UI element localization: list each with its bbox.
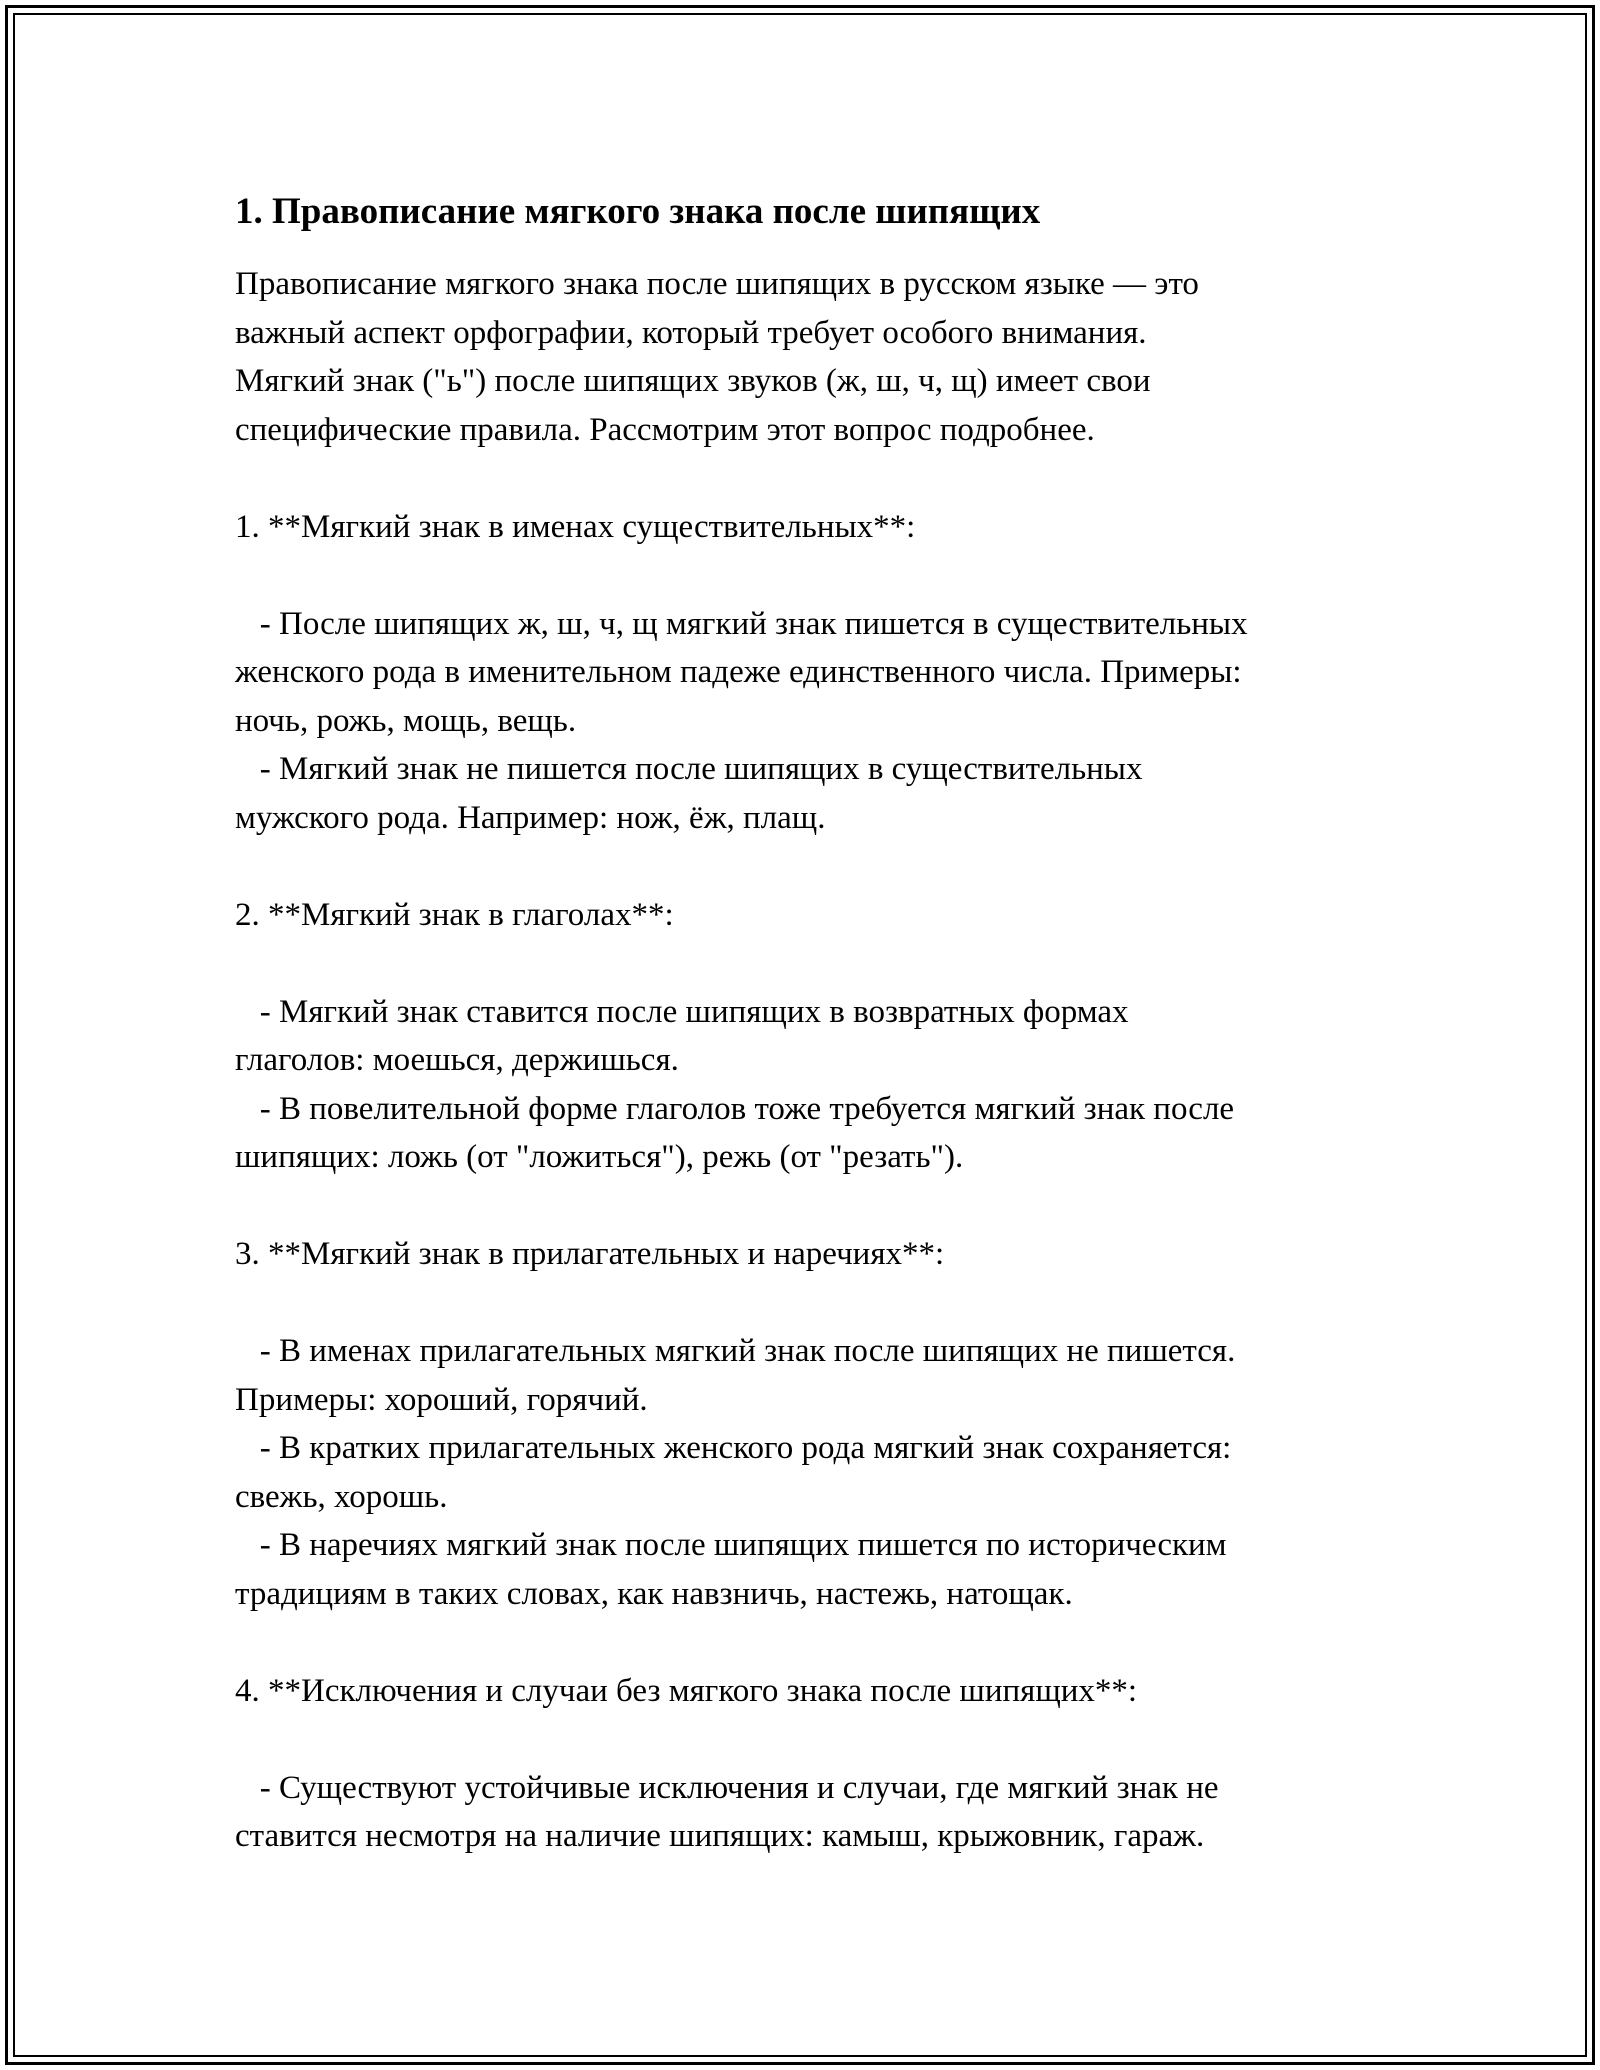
document-content — [235, 188, 1385, 1861]
document-title: 1. Правописание мягкого знака после шипящих — [235, 191, 1041, 232]
document-body: Правописание мягкого знака после шипящих в русском языке — это важный аспект орфографии, который требует особого внимания. Мягкий знак ("ь") после шипящих звуков (ж, ш, ч, щ) имеет свои специфические правила. Рассмотрим этот вопрос подробнее. 1. **Мягкий знак в именах существительных**: - После шипящих ж, ш, ч, щ мягкий знак пишется в существительных женского рода в именительном падеже единственного числа. Примеры: ночь, рожь, мощь, вещь. - Мягкий знак не пишется после шипящих в существительных мужского рода. Например: нож, ёж, плащ. 2. **Мягкий знак в глаголах**: - Мягкий знак ставится после шипящих в возвратных формах глаголов: моешься, держишься. - В повелительной форме глаголов тоже требуется мягкий знак после шипящих: ложь (от "ложиться"), режь (от "резать"). 3. **Мягкий знак в прилагательных и наречиях**: - В именах прилагательных мягкий знак после шипящих не пишется. Примеры: хороший, горячий. - В кратких прилагательных женского рода мягкий знак сохраняется: свежь, хорошь. - В наречиях мягкий знак после шипящих пишется по историческим традициям в таких словах, как навзничь, настежь, натощак. 4. **Исключения и случаи без мягкого знака после шипящих**: - Существуют устойчивые исключения и случаи, где мягкий знак не ставится несмотря на наличие шипящих: камыш, крыжовник, гараж. — [235, 266, 1248, 1854]
